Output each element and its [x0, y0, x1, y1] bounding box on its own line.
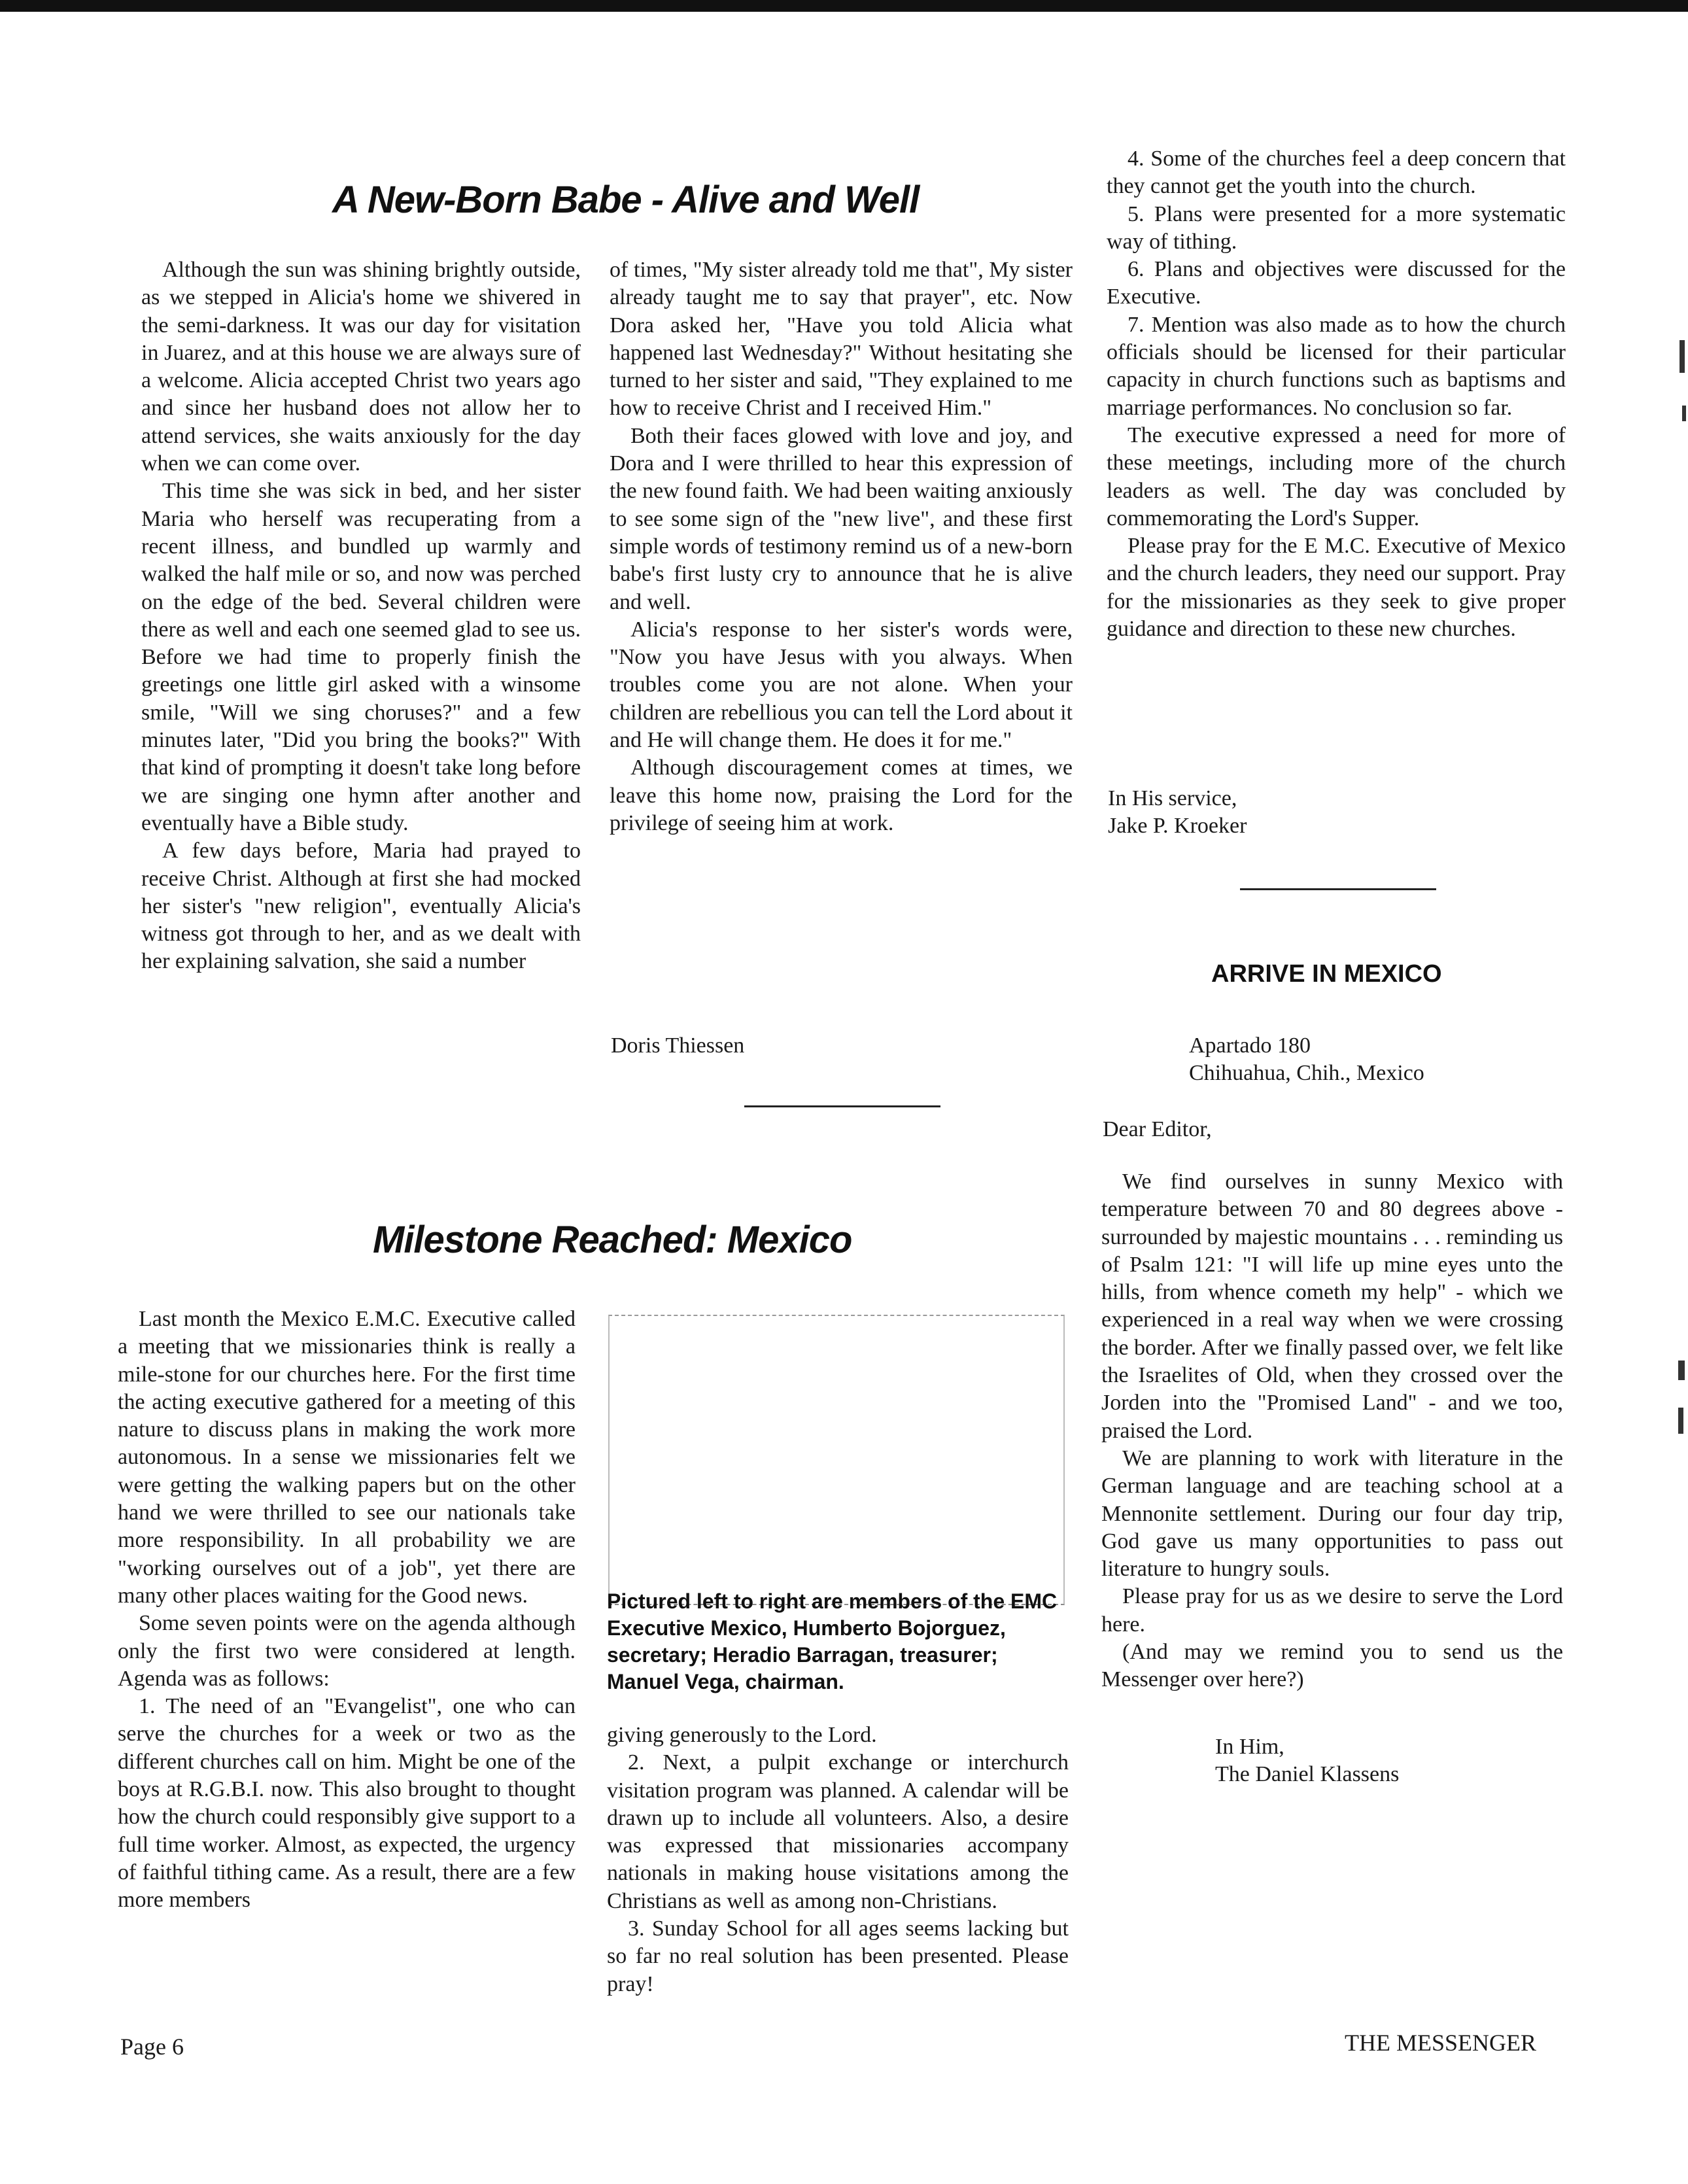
article2-column1: [118, 1306, 576, 1915]
letter-salutation: Dear Editor,: [1103, 1117, 1212, 1141]
paragraph: Both their faces glowed with love and joy, and Dora and I were thrilled to hear this expression of the new found faith. We had been waiting anxiously to see some sign of the "new live", and these first simple words of testimony remind us of a new-born babe's first lusty cry to announce that he is alive and well.: [610, 423, 1073, 614]
paragraph: A few days before, Maria had prayed to receive Christ. Although at first she had mocked her sister's "new religion", eventually Alicia's witness got through to her, and as we dealt with her explaining salvation, she said a number: [141, 839, 581, 974]
letter-heading: ARRIVE IN MEXICO: [1211, 960, 1442, 988]
paragraph: 3. Sunday School for all ages seems lacking but so far no real solution has been presented. Please pray!: [607, 1916, 1069, 1996]
letter-signature: The Daniel Klassens: [1215, 1762, 1400, 1786]
article-title-new-born-babe: A New-Born Babe - Alive and Well: [332, 179, 920, 221]
paragraph: Although discouragement comes at times, we leave this home now, praising the Lord for the privilege of seeing him at work.: [610, 755, 1073, 835]
paragraph: We are planning to work with literature in the German language and are teaching school at a Mennonite settlement. During our four day trip, God gave us many opportunities to pass out literature to hungry souls.: [1101, 1446, 1563, 1582]
article-title-milestone: Milestone Reached: Mexico: [373, 1219, 852, 1261]
paragraph: Some seven points were on the agenda although only the first two were considered at length. Agenda was as follows:: [118, 1611, 576, 1691]
paragraph: 1. The need of an "Evangelist", one who can serve the churches for a week or two as the different churches call on him. Might be one of the boys at R.G.B.I. now. This also brought to thought how the church could responsibly give support to a full time worker. Almost, as expected, the urgency of faithful tithing came. As a result, there are a few more members: [118, 1694, 576, 1913]
paragraph: The executive expressed a need for more of these meetings, including more of the church leaders as well. The day was concluded by commemorating the Lord's Supper.: [1107, 423, 1566, 530]
paragraph: Please pray for the E M.C. Executive of Mexico and the church leaders, they need our support. Pray for the missionaries as they seek to give proper guidance and direction to these new churches.: [1107, 534, 1566, 642]
signoff-closing: In His service,: [1108, 786, 1237, 810]
paragraph: We find ourselves in sunny Mexico with temperature between 70 and 80 degrees above - surrounded by majestic mountains . . . reminding us of Psalm 121: "I will life up mine eyes unto the hills, from whence cometh my help" - which we experienced in a real way when we were crossing the border. After we finally passed over, we felt like the Israelites of Old, when they crossed over the Jorden into the "Promised Land" - and we too, praised the Lord.: [1101, 1170, 1563, 1443]
paragraph: Although the sun was shining brightly outside, as we stepped in Alicia's home we shivered in the semi-darkness. It was our day for visitation in Juarez, and at this house we are always sure of a welcome. Alicia accepted Christ two years ago and since her husband does not allow her to attend services, she waits anxiously for the day when we can come over.: [141, 258, 581, 476]
page-number: Page 6: [120, 2034, 184, 2060]
paragraph: (And may we remind you to send us the Messenger over here?): [1101, 1640, 1563, 1692]
paragraph: 7. Mention was also made as to how the church officials should be licensed for their particular capacity in church functions such as baptisms and marriage performances. No conclusion so far.: [1107, 312, 1566, 420]
paragraph: giving generously to the Lord.: [607, 1723, 877, 1747]
signoff-name: Jake P. Kroeker: [1108, 814, 1247, 838]
letter-address-line2: Chihuahua, Chih., Mexico: [1189, 1061, 1424, 1085]
photo-placeholder: [608, 1315, 1065, 1605]
letter-body: [1101, 1168, 1563, 1694]
paragraph: 2. Next, a pulpit exchange or interchurch visitation program was planned. A calendar will be drawn up to include all volunteers. Also, a desire was expressed that missionaries accompany nationals in making house visitations among the Christians as well as among non-Christians.: [607, 1750, 1069, 1913]
separator-rule: [1240, 888, 1436, 890]
letter-closing: In Him,: [1215, 1735, 1284, 1759]
photo-caption: Pictured left to right are members of the EMC Executive Mexico, Humberto Bojorguez, secretary; Heradio Barragan, treasurer; Manuel Vega, chairman.: [607, 1589, 1058, 1693]
paragraph: 5. Plans were presented for a more systematic way of tithing.: [1107, 201, 1566, 254]
scan-top-border: [0, 0, 1688, 12]
right-column-top: [1107, 145, 1566, 643]
paragraph: 4. Some of the churches feel a deep concern that they cannot get the youth into the church.: [1107, 147, 1566, 199]
article1-column1: [141, 256, 581, 976]
scan-mark: [1678, 1408, 1683, 1434]
scan-mark: [1679, 340, 1685, 373]
article2-column2: [607, 1722, 1069, 1998]
letter-address-line1: Apartado 180: [1189, 1033, 1311, 1058]
scan-mark: [1682, 406, 1686, 421]
paragraph: Last month the Mexico E.M.C. Executive called a meeting that we missionaries think is really a mile-stone for our churches here. For the first time the acting executive gathered for a meeting of this nature to discuss plans in making the work more autonomous. In a sense we missionaries felt we were getting the walking papers but on the other hand we were thrilled to see our nationals take more responsibility. In all probability we are "working ourselves out of a job", yet there are many other places waiting for the Good news.: [118, 1307, 576, 1608]
paragraph: of times, "My sister already told me that", My sister already taught me to say that prayer", etc. Now Dora asked her, "Have you told Alicia what happened last Wednesday?" Without hesitating she turned to her sister and said, "They explained to me how to receive Christ and I received Him.": [610, 258, 1073, 421]
article1-column2: [610, 256, 1073, 837]
scan-mark: [1678, 1361, 1685, 1380]
paragraph: This time she was sick in bed, and her sister Maria who herself was recuperating from a recent illness, and bundled up warmly and walked the half mile or so, and now was perched on the edge of the bed. Several children were there as well and each one seemed glad to see us. Before we had time to properly finish the greetings one little girl asked with a winsome smile, "Will we sing choruses?" and a few minutes later, "Did you bring the books?" With that kind of prompting it doesn't take long before we are singing one hymn after another and eventually have a Bible study.: [141, 479, 581, 835]
paragraph: Please pray for us as we desire to serve the Lord here.: [1101, 1584, 1563, 1637]
publication-name: THE MESSENGER: [1345, 2030, 1537, 2056]
article1-signature: Doris Thiessen: [611, 1033, 745, 1058]
separator-rule: [744, 1105, 940, 1107]
paragraph: 6. Plans and objectives were discussed for the Executive.: [1107, 257, 1566, 309]
paragraph: Alicia's response to her sister's words were, "Now you have Jesus with you always. When troubles come you are not alone. When your children are rebellious you can tell the Lord about it and He will change them. He does it for me.": [610, 617, 1073, 753]
